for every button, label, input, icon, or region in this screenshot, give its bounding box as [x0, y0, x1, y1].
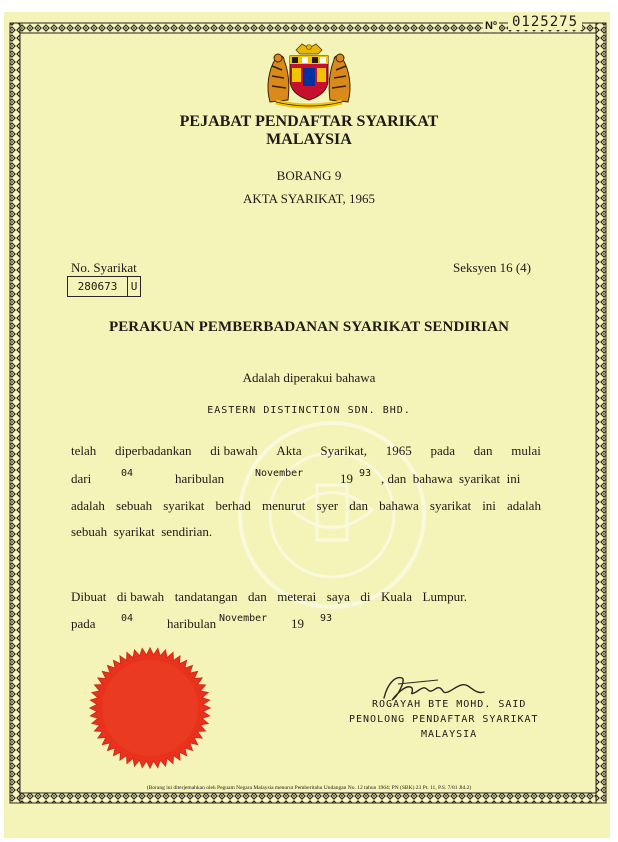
body-word: di bawah [210, 443, 258, 458]
body-word: dan [349, 498, 368, 513]
certificate-title: PERAKUAN PEMBERBADANAN SYARIKAT SENDIRIAN [108, 319, 510, 335]
body-word: syarikat [429, 498, 472, 513]
body-word: menurut [262, 498, 306, 513]
company-number: 280673 [68, 277, 128, 296]
signing-word: di [360, 589, 371, 604]
body-word: dan [473, 443, 493, 458]
body-word: Syarikat, [320, 443, 367, 458]
office-line-1: PEJABAT PENDAFTAR SYARIKAT [179, 113, 439, 130]
company-number-box [67, 276, 141, 297]
signatory-name: ROGAYAH BTE MOHD. SAID [372, 699, 527, 710]
company-number-label: No. Syarikat [71, 260, 137, 275]
body-word: berhad [215, 498, 251, 513]
official-seal-icon [88, 646, 212, 770]
body-word: , dan bahawa syarikat ini [381, 471, 521, 486]
signatory-title: PENOLONG PENDAFTAR SYARIKAT [349, 714, 539, 725]
footnote: (Borang ini diterjemahkan oleh Peguam Negara Malaysia menurut Pemberitahu Undangan No. 12 tahun 1964; PN (SBK) 23 Pt. 11, P.S. 7/81 Jld.2) [146, 785, 472, 791]
body-word: syarikat [163, 498, 205, 513]
body-word: sebuah [116, 498, 153, 513]
signing-word: haribulan [167, 616, 217, 631]
company-number-suffix: U [130, 280, 138, 293]
intro-text: Adalah diperakui bahawa [242, 370, 376, 385]
company-name: EASTERN DISTINCTION SDN. BHD. [207, 405, 411, 416]
office-line-2: MALAYSIA [266, 131, 352, 148]
signing-line-1 [71, 589, 467, 605]
body-line-4: sebuah syarikat sendirian. [71, 524, 213, 539]
signing-word: Dibuat [71, 589, 107, 604]
signing-word: tandatangan [174, 589, 238, 604]
signing-word: di bawah [116, 589, 165, 604]
serial-label: Nº [485, 20, 497, 32]
issuing-office [0, 113, 618, 149]
signing-word: Kuala [381, 589, 413, 604]
body-word: mulai [511, 443, 541, 458]
signing-word: pada [71, 616, 96, 631]
form-number: BORANG 9 [276, 168, 342, 183]
body-word: ini [482, 498, 496, 513]
signatory-country: MALAYSIA [421, 729, 478, 740]
body-word: diperbadankan [115, 443, 192, 458]
signing-year-suffix: 93 [320, 613, 333, 624]
body-word: bahawa [379, 498, 419, 513]
body-word: syer [316, 498, 339, 513]
incorporation-year-prefix: 19 [340, 471, 353, 486]
coat-of-arms-icon [262, 40, 356, 110]
serial-number: 0125275 [508, 14, 582, 30]
body-word: 1965 [385, 443, 412, 458]
body-word: telah [71, 443, 97, 458]
body-word: adalah [71, 498, 105, 513]
body-word: pada [430, 443, 455, 458]
body-word: adalah [507, 498, 541, 513]
incorporation-day: 04 [121, 468, 134, 479]
incorporation-month: November [255, 468, 304, 479]
signing-word: meterai [277, 589, 317, 604]
signing-word: dan [248, 589, 267, 604]
signing-day: 04 [121, 613, 134, 624]
body-word: haribulan [175, 471, 225, 486]
body-line-1 [71, 443, 541, 459]
body-word: dari [71, 471, 92, 486]
section-label: Seksyen 16 (4) [453, 260, 531, 275]
body-line-3 [71, 498, 541, 514]
body-word: Akta [276, 443, 302, 458]
incorporation-year-suffix: 93 [359, 468, 372, 479]
signing-word: saya [326, 589, 350, 604]
signing-month: November [219, 613, 268, 624]
signing-word: Lumpur. [422, 589, 467, 604]
signing-year-prefix: 19 [291, 616, 304, 631]
act-title: AKTA SYARIKAT, 1965 [243, 191, 375, 206]
